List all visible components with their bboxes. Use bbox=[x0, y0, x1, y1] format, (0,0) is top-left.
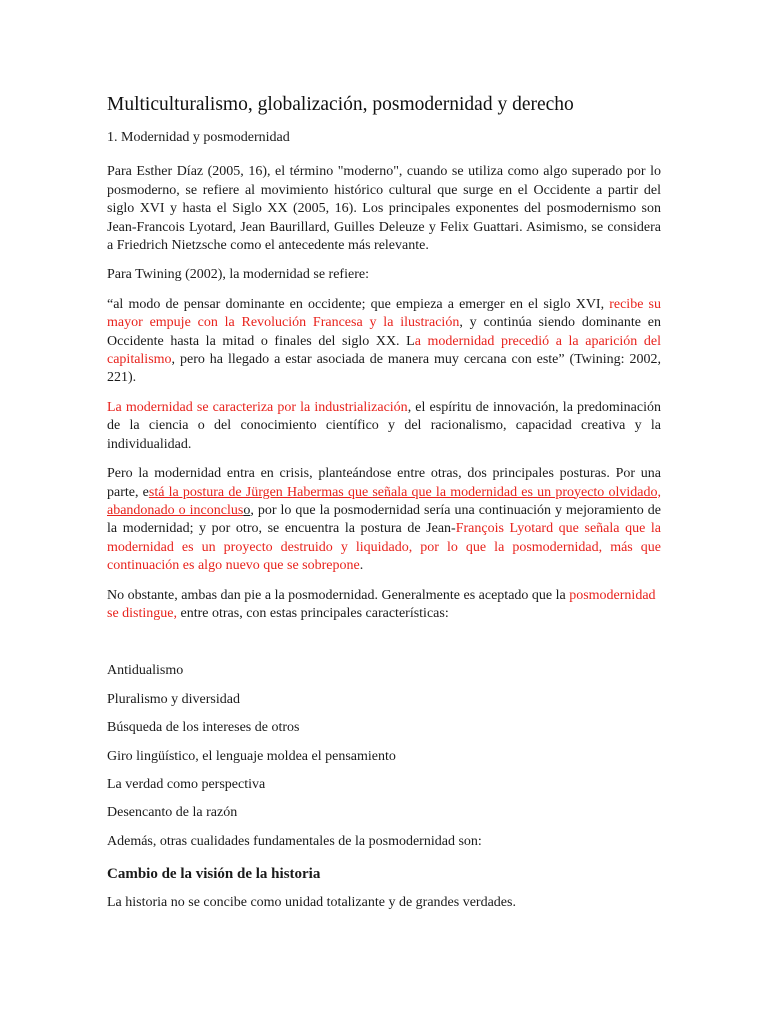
paragraph-diaz: Para Esther Díaz (2005, 16), el término "moderno", cuando se utiliza como algo superado por lo posmoderno, se refiere al movimiento histórico cultural que surge en el Occidente a partir del siglo XVI y hasta el Siglo XX (2005, 16). Los principales exponentes del posmodernismo son Jean-Francois Lyotard, Jean Baurillard, Guilles Deleuze y Felix Guattari. Asimismo, se considera a Friedrich Nietzsche como el antecedente más relevante. bbox=[107, 164, 661, 254]
spacer bbox=[107, 634, 661, 662]
document-body bbox=[107, 93, 661, 923]
quote-highlight-revolution: recibe su mayor empuje con la Revolución Francesa y la ilustración bbox=[107, 296, 661, 331]
highlight-habermas: stá la postura de Jürgen Habermas que señala que la modernidad es un proyecto olvidado, abandonado o inconclus bbox=[107, 484, 661, 518]
highlight-lyotard: François Lyotard que señala que la modernidad es un proyecto destruido y liquidado, por lo que la posmodernidad, más que continuación es algo nuevo que se sobrepone bbox=[107, 521, 661, 574]
list-item: Pluralismo y diversidad bbox=[107, 691, 240, 707]
paragraph-history: La historia no se concibe como unidad totalizante y de grandes verdades. bbox=[107, 894, 516, 910]
paragraph-text: No obstante, ambas dan pie a la posmodernidad. Generalmente es aceptado que la bbox=[107, 587, 570, 603]
highlight-industrialization: La modernidad se caracteriza por la industrialización bbox=[107, 399, 408, 415]
quote-text: , y continúa siendo dominante en Occidente hasta la mitad o finales del siglo XX. L bbox=[107, 315, 661, 349]
paragraph-text: entre otras, con estas principales características: bbox=[177, 605, 449, 621]
paragraph-twining-intro: Para Twining (2002), la modernidad se refiere: bbox=[107, 267, 369, 283]
paragraph-text: , por lo que la posmodernidad sería una continuación y mejoramiento de la modernidad; y por otro, se encuentra la postura de Jean- bbox=[107, 502, 661, 537]
paragraph-crisis bbox=[107, 465, 661, 575]
subheading-history: Cambio de la visión de la historia bbox=[107, 866, 321, 883]
quote-text: , pero ha llegado a estar asociada de manera muy cercana con este” (Twining: 2002, 221). bbox=[107, 352, 661, 386]
list-item: Búsqueda de los intereses de otros bbox=[107, 720, 300, 736]
paragraph-text: , el espíritu de innovación, la predominación de la ciencia o del conocimiento científico y del racionalismo, capacidad creativa y la individualidad. bbox=[107, 399, 662, 452]
paragraph-text: . bbox=[359, 558, 364, 574]
highlight-posmodernidad: posmodernidad se distingue, bbox=[107, 587, 656, 621]
paragraph-industrialization bbox=[107, 399, 661, 454]
paragraph-characteristics-intro bbox=[107, 587, 661, 624]
list-item: Desencanto de la razón bbox=[107, 805, 238, 821]
paragraph-qualities-intro: Además, otras cualidades fundamentales de la posmodernidad son: bbox=[107, 833, 482, 849]
document-title: Multiculturalismo, globalización, posmodernidad y derecho bbox=[107, 94, 574, 115]
underlined-text: o bbox=[243, 502, 251, 518]
list-item: Giro lingüístico, el lenguaje moldea el pensamiento bbox=[107, 748, 396, 764]
quote-text: “al modo de pensar dominante en occidente; que empieza a emerger en el siglo XVI, bbox=[107, 296, 610, 312]
paragraph-twining-quote bbox=[107, 296, 661, 388]
quote-highlight-capitalism: a modernidad precedió a la aparición del capitalismo bbox=[107, 333, 662, 368]
section-heading: 1. Modernidad y posmodernidad bbox=[107, 130, 290, 145]
paragraph-text: Pero la modernidad entra en crisis, planteándose entre otras, dos principales posturas. Por una parte, e bbox=[107, 466, 661, 500]
list-item: La verdad como perspectiva bbox=[107, 776, 266, 792]
list-item: Antidualismo bbox=[107, 663, 184, 679]
